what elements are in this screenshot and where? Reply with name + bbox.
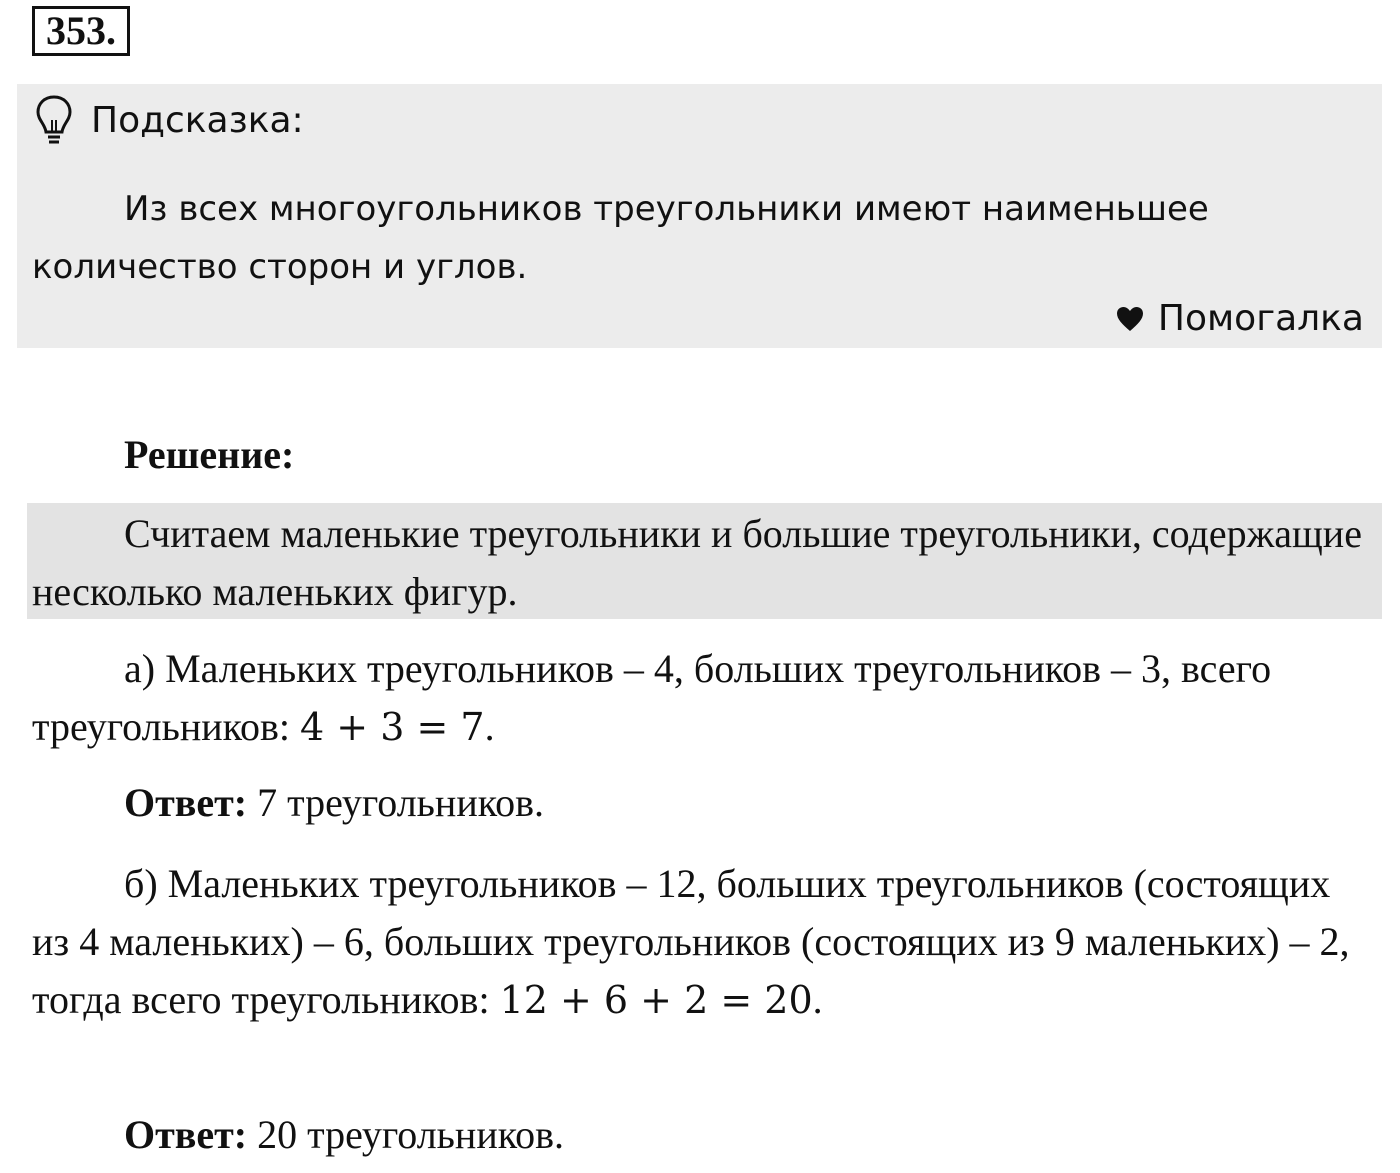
answer-b-label: Ответ: [124,1112,248,1157]
hint-panel [17,84,1382,348]
signature-text: Помогалка [1157,298,1364,339]
signature [1116,294,1364,344]
answer-a-text: 7 треугольников. [247,780,545,825]
task-number: 353. [32,6,130,56]
part-b-text: б) Маленьких треугольников – 12, больших треугольников (состоящих из 4 маленьких) – 6, больших треугольников (состоящих из 9 маленьких) – 2, тогда всего треугольников: [32,861,1350,1022]
part-b-formula: 12 + 6 + 2 = 20 [499,978,813,1022]
hint-title: Подсказка: [91,100,304,141]
answer-b-text: 20 треугольников. [247,1112,565,1157]
hint-header [35,96,304,146]
answer-a-label: Ответ: [124,780,248,825]
heart-icon [1116,306,1144,332]
solution-label: Решение: [124,432,295,477]
part-a-text: а) Маленьких треугольников – 4, больших треугольников – 3, всего треугольников: [32,646,1272,749]
hint-text: Из всех многоугольников треугольники имеют наименьшее количество сторон и углов. [32,189,1209,287]
solution-intro: Считаем маленькие треугольники и большие треугольники, содержащие несколько маленьких фигур. [27,503,1382,619]
lightbulb-icon [35,94,73,148]
part-b: б) Маленьких треугольников – 12, больших треугольников (состоящих из 4 маленьких) – 6, больших треугольников (состоящих из 9 маленьких) – 2, тогда всего треугольников: 12 + 6 + 2 = 20. [32,861,1350,1022]
part-a: а) Маленьких треугольников – 4, больших треугольников – 3, всего треугольников: 4 + 3 = 7. [32,646,1272,749]
part-a-formula: 4 + 3 = 7 [300,705,485,749]
answer-b [124,1110,564,1160]
answer-a [124,778,544,828]
